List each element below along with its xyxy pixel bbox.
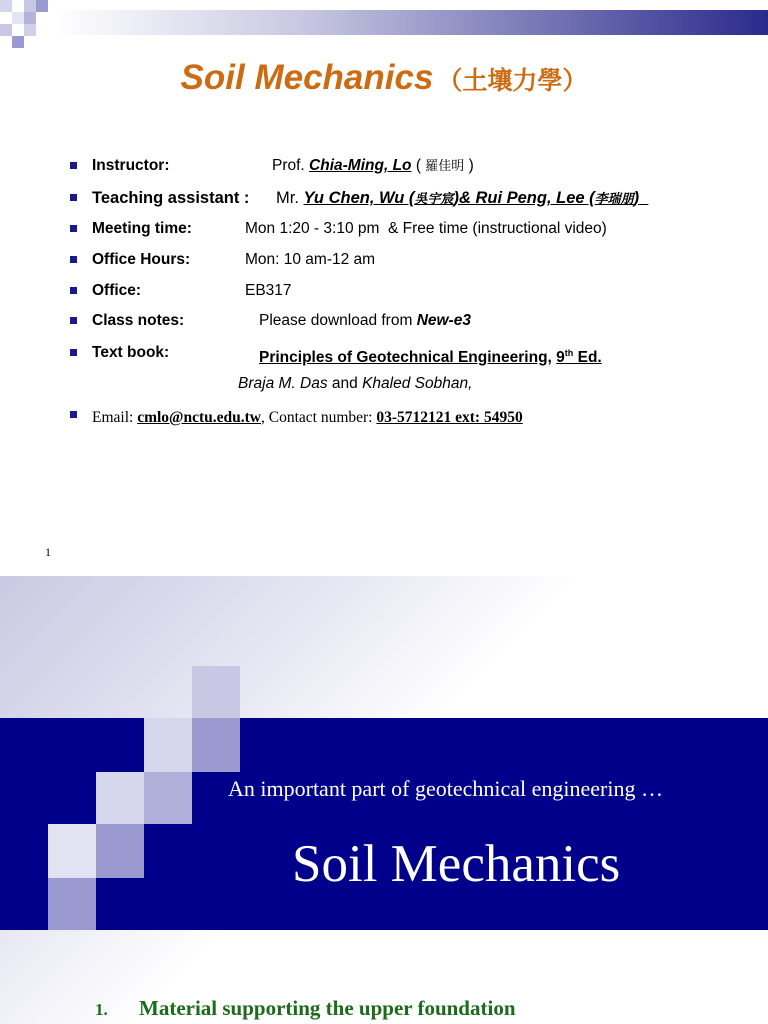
class-notes-text: Please download from bbox=[259, 312, 413, 329]
ta-name2: )& Rui Peng, Lee ( bbox=[453, 189, 595, 207]
class-notes-source-link[interactable]: New-e3 bbox=[416, 312, 471, 329]
bullet-square-icon bbox=[70, 317, 77, 324]
page-number: 1 bbox=[45, 545, 51, 559]
deco-square bbox=[192, 666, 240, 718]
ta-name1: Yu Chen, Wu ( bbox=[303, 189, 415, 207]
instructor-name-chinese: 羅佳明 bbox=[425, 159, 465, 174]
bullet-square-icon bbox=[70, 194, 77, 201]
slide-2-subtitle: An important part of geotechnical engineering … bbox=[228, 776, 663, 801]
meeting-label: Meeting time: bbox=[92, 220, 192, 237]
email-label: Email: bbox=[92, 409, 134, 426]
bullet-square-icon bbox=[70, 411, 77, 418]
slide-title bbox=[0, 58, 768, 98]
textbook-edition-number: 9 bbox=[556, 349, 565, 367]
instructor-prefix: Prof. bbox=[272, 157, 305, 174]
office-hours-label: Office Hours: bbox=[92, 251, 191, 268]
ta-name2-chinese: 李瑞朋 bbox=[594, 192, 634, 207]
ta-label: Teaching assistant : bbox=[92, 189, 250, 207]
numbered-item bbox=[95, 996, 516, 1021]
author-2: Khaled Sobhan, bbox=[362, 375, 473, 392]
deco-square bbox=[48, 878, 96, 930]
bullet-square-icon bbox=[70, 162, 77, 169]
textbook-title: Principles of Geotechnical Engineering bbox=[259, 349, 548, 367]
contact-label: , Contact number: bbox=[260, 409, 373, 426]
email-value bbox=[92, 407, 523, 429]
deco-square bbox=[0, 0, 12, 12]
deco-square bbox=[36, 0, 48, 12]
deco-square bbox=[96, 772, 144, 824]
office-label: Office: bbox=[92, 282, 142, 299]
contact-number: 03-5712121 ext: 54950 bbox=[376, 409, 523, 426]
deco-square bbox=[192, 718, 240, 772]
deco-square bbox=[12, 36, 24, 48]
authors-value bbox=[238, 373, 472, 395]
email-address-link[interactable]: cmlo@nctu.edu.tw bbox=[137, 409, 261, 426]
class-notes-label: Class notes: bbox=[92, 312, 185, 329]
deco-square bbox=[12, 0, 24, 12]
instructor-label: Instructor: bbox=[92, 157, 170, 174]
deco-square bbox=[24, 12, 36, 24]
ta-close-paren: ) bbox=[633, 189, 640, 207]
deco-square bbox=[144, 718, 192, 772]
title-english: Soil Mechanics bbox=[180, 58, 434, 97]
deco-square bbox=[24, 24, 36, 36]
textbook-comma: , bbox=[547, 349, 552, 367]
textbook-edition-suffix: Ed. bbox=[577, 349, 602, 367]
bullet-square-icon bbox=[70, 225, 77, 232]
title-chinese: （土壤力學） bbox=[437, 66, 588, 95]
meeting-value: Mon 1:20 - 3:10 pm & Free time (instructional video) bbox=[245, 220, 607, 237]
instructor-open-paren: ( bbox=[415, 157, 421, 174]
deco-square bbox=[144, 772, 192, 824]
textbook-edition bbox=[556, 349, 602, 366]
ta-names bbox=[304, 189, 649, 207]
textbook-label: Text book: bbox=[92, 344, 170, 361]
bullet-square-icon bbox=[70, 287, 77, 294]
item-number: 1. bbox=[95, 1000, 108, 1019]
textbook-edition-sup: th bbox=[564, 348, 574, 358]
instructor-name: Chia-Ming, Lo bbox=[309, 157, 412, 174]
ta-prefix: Mr. bbox=[276, 189, 299, 207]
bullet-square-icon bbox=[70, 349, 77, 356]
deco-square bbox=[12, 12, 24, 24]
bullet-square-icon bbox=[70, 256, 77, 263]
ta-value bbox=[276, 187, 648, 211]
slide-2-title: Soil Mechanics bbox=[292, 835, 621, 893]
instructor-close-paren: ) bbox=[468, 157, 474, 174]
office-hours-value: Mon: 10 am-12 am bbox=[245, 251, 376, 268]
deco-square bbox=[24, 0, 36, 12]
deco-square bbox=[96, 824, 144, 878]
deco-square bbox=[48, 824, 96, 878]
header-gradient-bar bbox=[56, 10, 768, 35]
ta-name1-chinese: 吳宇宸 bbox=[414, 192, 454, 207]
authors-and: and bbox=[331, 375, 358, 392]
deco-square bbox=[0, 824, 48, 878]
office-value: EB317 bbox=[245, 282, 292, 299]
deco-square bbox=[0, 24, 12, 36]
class-notes-value bbox=[259, 310, 471, 332]
slide-2 bbox=[0, 576, 768, 1024]
item-text: Material supporting the upper foundation bbox=[139, 996, 516, 1020]
textbook-value bbox=[259, 342, 602, 369]
instructor-value bbox=[272, 155, 474, 178]
author-1: Braja M. Das bbox=[238, 375, 328, 392]
